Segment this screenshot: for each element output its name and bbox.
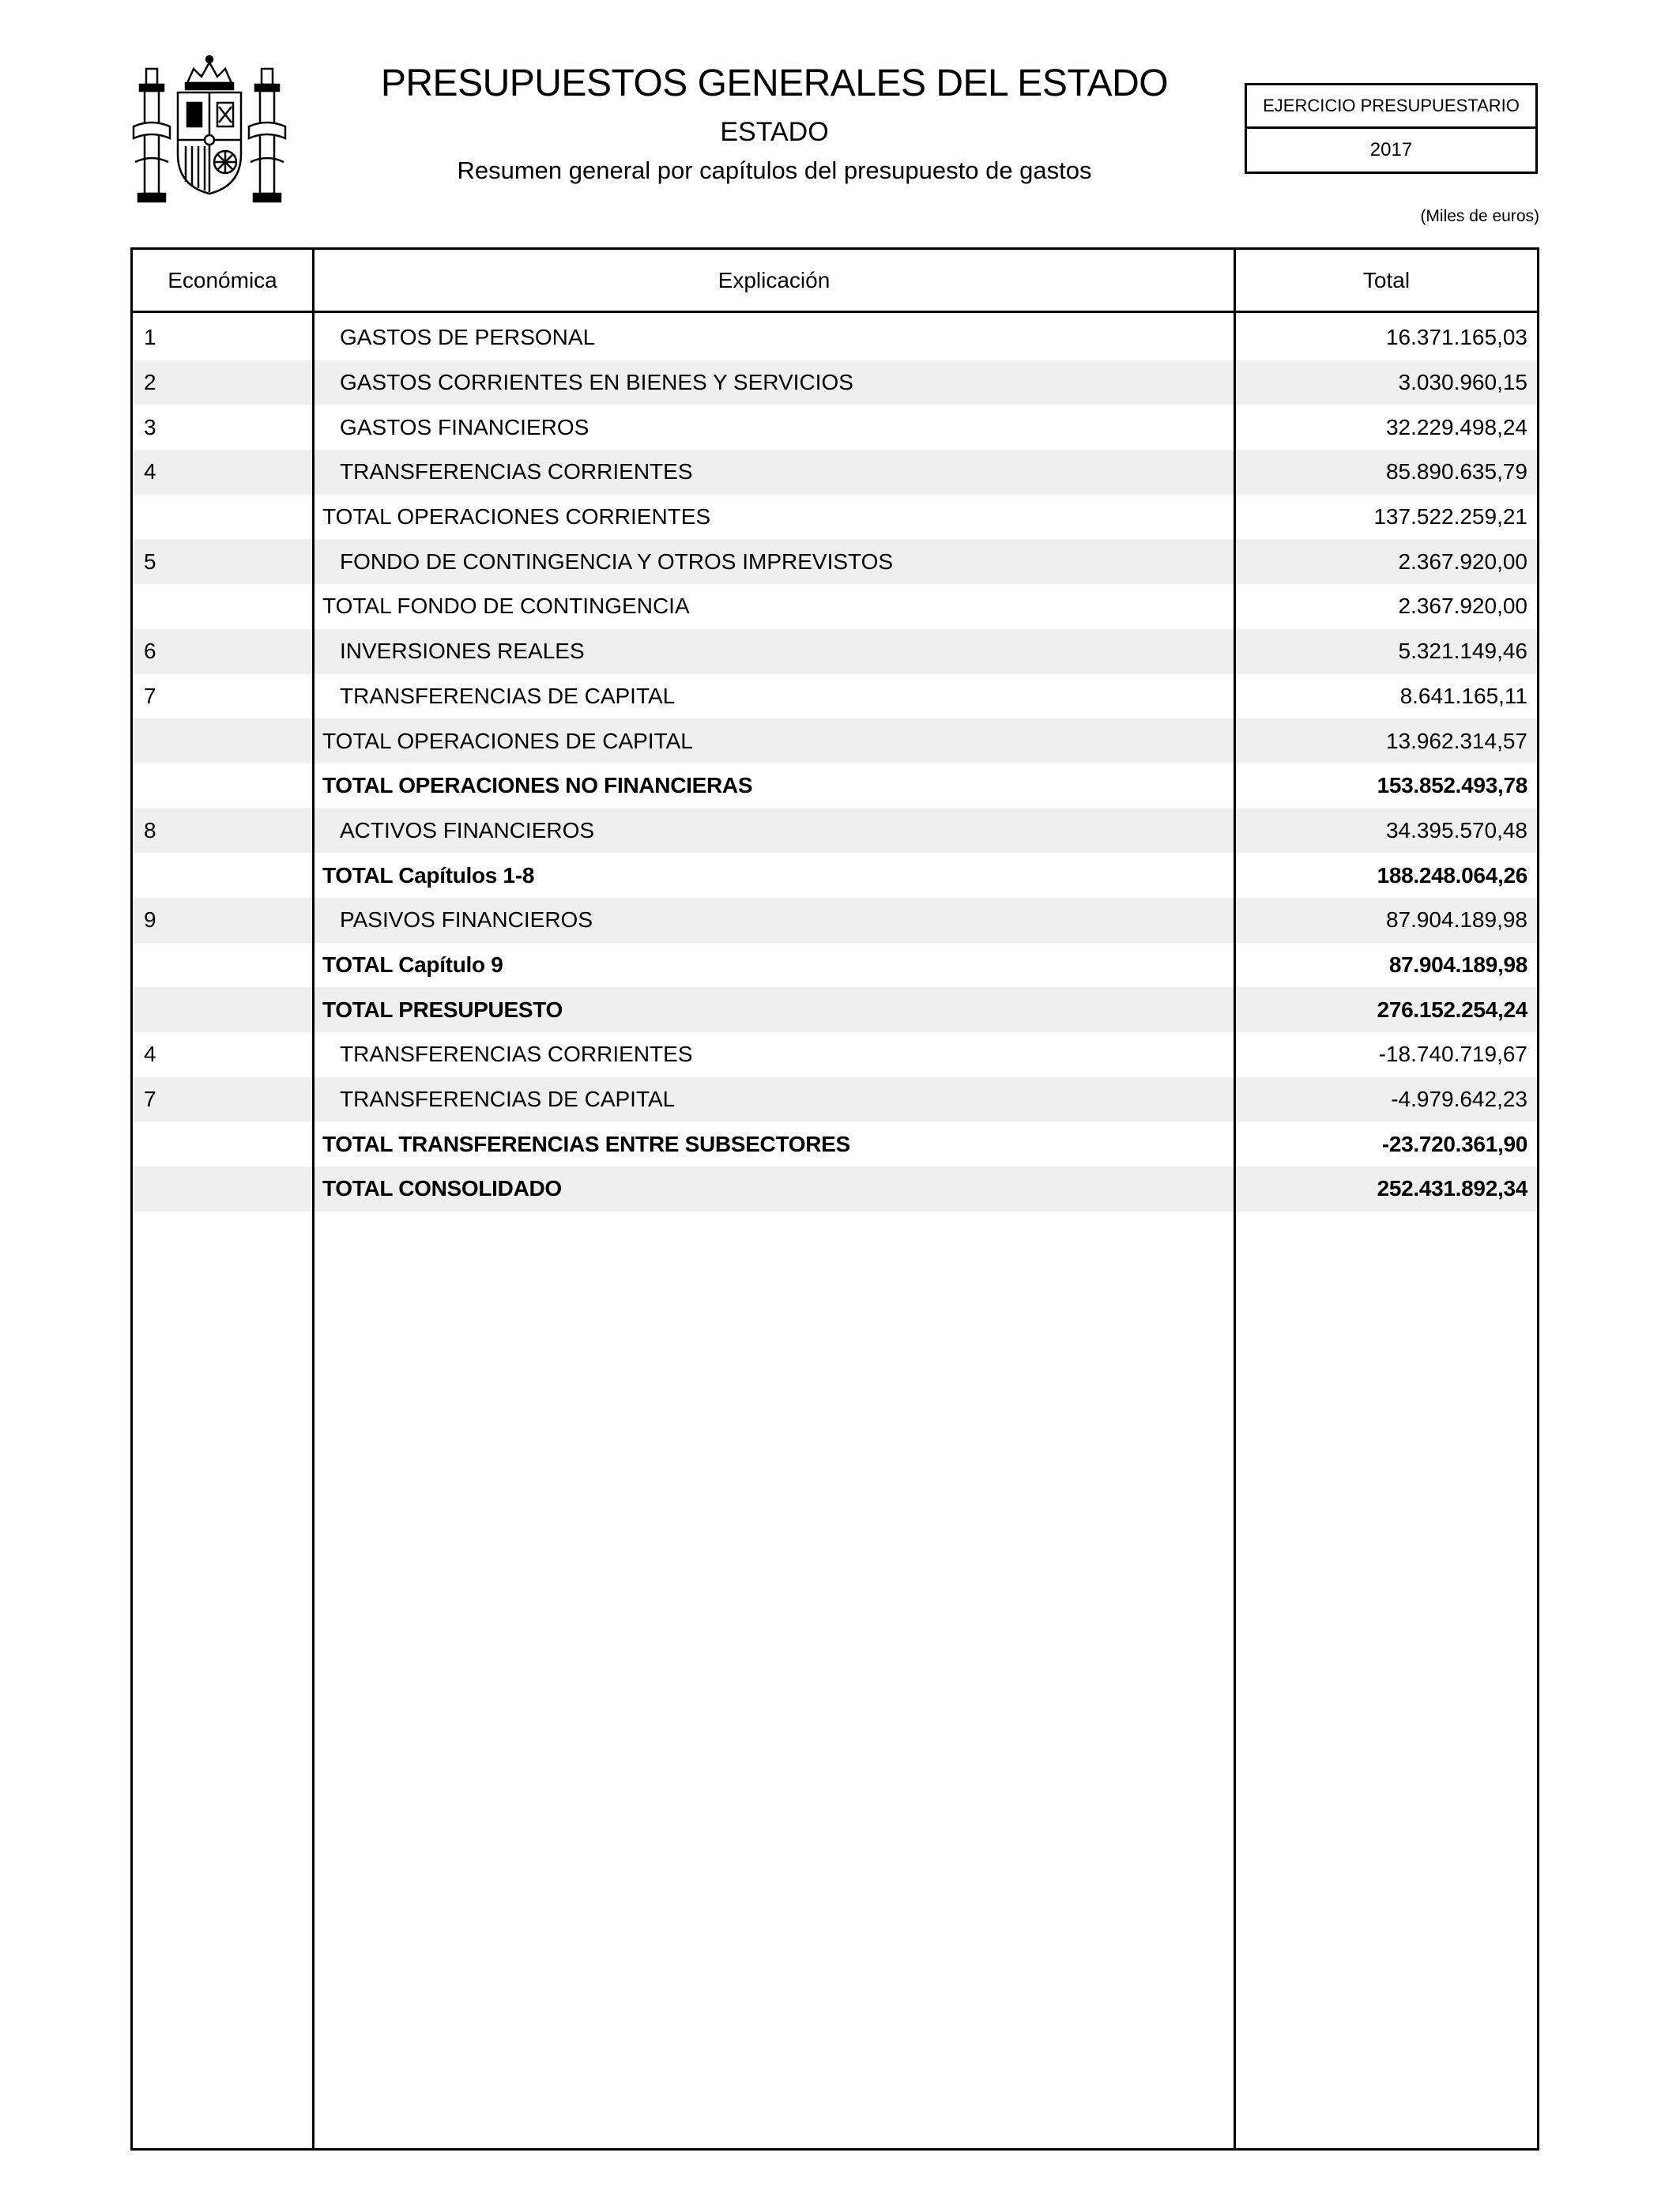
row-total: 5.321.149,46 xyxy=(1398,639,1527,664)
row-label: TOTAL Capítulo 9 xyxy=(322,952,503,977)
row-label: TOTAL OPERACIONES NO FINANCIERAS xyxy=(322,773,753,798)
row-label: TOTAL OPERACIONES DE CAPITAL xyxy=(322,728,693,753)
row-label: TOTAL OPERACIONES CORRIENTES xyxy=(322,504,711,530)
coat-of-arms-icon xyxy=(130,51,288,209)
table-row xyxy=(133,1077,1537,1122)
row-total: 16.371.165,03 xyxy=(1385,325,1527,350)
table-row xyxy=(133,405,1537,450)
table-row xyxy=(133,495,1537,540)
table-row xyxy=(133,315,1537,360)
row-total: 276.152.254,24 xyxy=(1377,997,1527,1022)
table-row xyxy=(133,1032,1537,1077)
economic-code: 1 xyxy=(144,325,156,350)
table-row xyxy=(133,1167,1537,1212)
row-total: 188.248.064,26 xyxy=(1377,862,1527,888)
row-label: FONDO DE CONTINGENCIA Y OTROS IMPREVISTOS xyxy=(340,548,894,574)
row-label: ACTIVOS FINANCIEROS xyxy=(340,817,595,843)
row-total: 252.431.892,34 xyxy=(1377,1176,1527,1201)
table-row xyxy=(133,1122,1537,1167)
row-total: -18.740.719,67 xyxy=(1378,1042,1527,1067)
column-header-explicacion: Explicación xyxy=(718,267,831,292)
row-label: INVERSIONES REALES xyxy=(340,639,585,664)
economic-code: 5 xyxy=(144,548,156,574)
row-label: TOTAL PRESUPUESTO xyxy=(322,997,563,1022)
row-total: 8.641.165,11 xyxy=(1399,683,1527,708)
row-total: -4.979.642,23 xyxy=(1391,1087,1527,1112)
row-label: TOTAL TRANSFERENCIAS ENTRE SUBSECTORES xyxy=(322,1131,850,1156)
table-row xyxy=(133,674,1537,719)
economic-code: 7 xyxy=(144,1087,156,1112)
page-subtitle: ESTADO xyxy=(720,117,829,147)
economic-code: 4 xyxy=(144,459,156,484)
economic-code: 3 xyxy=(144,414,156,439)
fiscal-year-value: 2017 xyxy=(1369,139,1413,160)
table-body xyxy=(133,315,1537,1212)
table-row xyxy=(133,898,1537,943)
row-label: GASTOS CORRIENTES EN BIENES Y SERVICIOS xyxy=(340,370,853,395)
column-divider xyxy=(312,250,315,2148)
economic-code: 4 xyxy=(144,1042,156,1067)
row-label: GASTOS DE PERSONAL xyxy=(340,325,596,350)
table-row xyxy=(133,360,1537,405)
table-row xyxy=(133,853,1537,898)
row-label: TRANSFERENCIAS CORRIENTES xyxy=(340,459,693,484)
fiscal-year-label: EJERCICIO PRESUPUESTARIO xyxy=(1247,85,1535,129)
table-row xyxy=(133,450,1537,495)
row-total: 32.229.498,24 xyxy=(1385,414,1527,439)
row-total: -23.720.361,90 xyxy=(1381,1131,1527,1156)
economic-code: 2 xyxy=(144,370,156,395)
row-total: 34.395.570,48 xyxy=(1385,817,1527,843)
table-row xyxy=(133,809,1537,854)
page-title: PRESUPUESTOS GENERALES DEL ESTADO xyxy=(380,62,1169,104)
row-label: GASTOS FINANCIEROS xyxy=(340,414,590,439)
row-total: 13.962.314,57 xyxy=(1385,728,1527,753)
economic-code: 6 xyxy=(144,639,156,664)
row-label: TRANSFERENCIAS DE CAPITAL xyxy=(340,1087,676,1112)
row-label: PASIVOS FINANCIEROS xyxy=(340,907,593,933)
row-total: 137.522.259,21 xyxy=(1373,504,1527,530)
row-label: TOTAL FONDO DE CONTINGENCIA xyxy=(322,594,690,619)
table-row xyxy=(133,629,1537,674)
table-row xyxy=(133,763,1537,809)
table-row xyxy=(133,718,1537,763)
column-divider xyxy=(1234,250,1236,2148)
page-description: Resumen general por capítulos del presupuesto de gastos xyxy=(457,156,1092,184)
row-total: 153.852.493,78 xyxy=(1377,773,1527,798)
economic-code: 8 xyxy=(144,817,156,843)
table-row xyxy=(133,943,1537,988)
table-header xyxy=(133,250,1537,313)
row-total: 87.904.189,98 xyxy=(1388,952,1527,977)
budget-table xyxy=(130,247,1539,2151)
table-row xyxy=(133,584,1537,629)
fiscal-year-box xyxy=(1245,83,1538,174)
row-label: TRANSFERENCIAS CORRIENTES xyxy=(340,1042,693,1067)
units-note: (Miles de euros) xyxy=(1420,207,1539,225)
row-total: 2.367.920,00 xyxy=(1398,594,1527,619)
column-header-economica: Económica xyxy=(168,267,277,292)
table-row xyxy=(133,539,1537,584)
economic-code: 7 xyxy=(144,683,156,708)
column-header-total: Total xyxy=(1362,267,1411,292)
row-total: 87.904.189,98 xyxy=(1385,907,1527,933)
row-label: TOTAL Capítulos 1-8 xyxy=(322,862,535,888)
row-label: TOTAL CONSOLIDADO xyxy=(322,1176,562,1201)
row-label: TRANSFERENCIAS DE CAPITAL xyxy=(340,683,676,708)
row-total: 85.890.635,79 xyxy=(1385,459,1527,484)
row-total: 3.030.960,15 xyxy=(1398,370,1527,395)
economic-code: 9 xyxy=(144,907,156,933)
row-total: 2.367.920,00 xyxy=(1398,548,1527,574)
table-row xyxy=(133,987,1537,1032)
